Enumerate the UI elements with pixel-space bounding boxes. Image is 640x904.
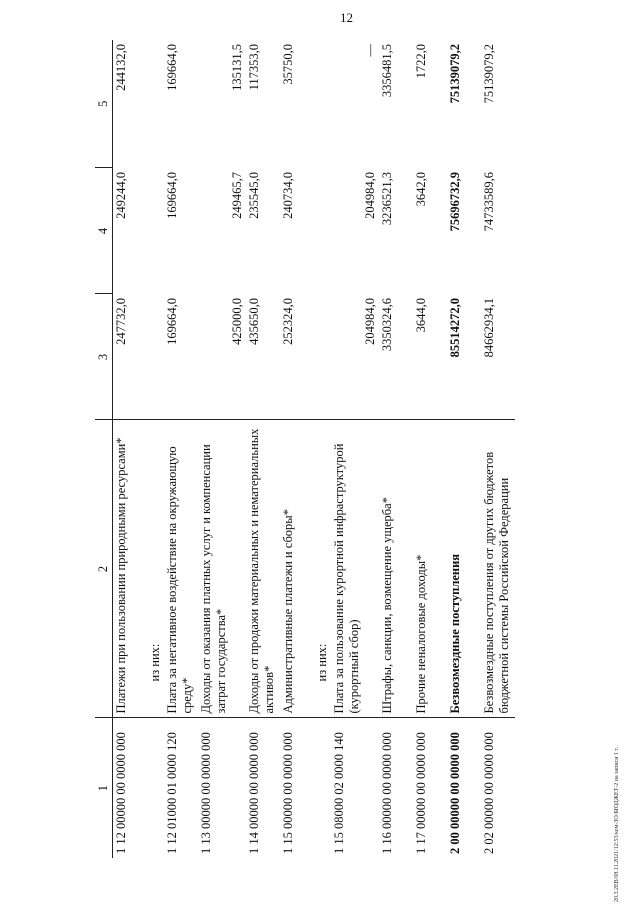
row-name: Плата за негативное воздействие на окружающую среду*	[164, 420, 198, 718]
row-name: Доходы от оказания платных услуг и компенсации затрат государства*	[198, 420, 246, 718]
row-code: 1 12 01000 01 0000 120	[165, 732, 179, 854]
table-frame	[95, 40, 605, 858]
table-row	[481, 40, 515, 858]
column-header-3: 3	[95, 294, 113, 420]
row-value-5: 1722,0	[414, 44, 428, 79]
row-value-4: 249465,7	[230, 172, 244, 219]
row-code: 1 16 00000 00 0000 000	[380, 732, 394, 854]
row-value-5: 244132,0	[114, 44, 128, 91]
row-value-3: 204984,0	[331, 294, 379, 420]
row-value-5: 75139079,2	[448, 44, 462, 104]
row-name: Безвозмездные поступления от других бюджетов бюджетной системы Российской Федерации	[481, 420, 515, 718]
row-value-5: —	[363, 44, 377, 57]
row-subheading: из них:	[314, 420, 331, 718]
table-row	[164, 40, 198, 858]
row-value-3: 3350324,6	[379, 294, 413, 420]
row-value-5: 135131,5	[230, 44, 244, 91]
column-header-2: 2	[95, 420, 113, 718]
table-row	[413, 40, 447, 858]
row-value-5: 169664,0	[165, 44, 179, 91]
table-row-total	[447, 40, 481, 858]
row-value-5: 3356481,5	[380, 44, 394, 98]
table-row	[198, 40, 246, 858]
table-row-subheading	[314, 40, 331, 858]
row-value-4: 3642,0	[414, 172, 428, 207]
row-value-5: 117353,0	[247, 44, 261, 91]
row-value-4: 204984,0	[363, 172, 377, 219]
row-value-4: 75696732,9	[448, 172, 462, 232]
table-row-subheading	[147, 40, 164, 858]
row-code: 1 13 00000 00 0000 000	[199, 732, 213, 854]
row-value-3: 247732,0	[113, 294, 148, 420]
row-subheading: из них:	[147, 420, 164, 718]
rotated-table-container	[95, 40, 605, 858]
row-value-4: 169664,0	[165, 172, 179, 219]
row-code: 1 15 08000 02 0000 140	[332, 732, 346, 854]
row-name: Безвозмездные поступления	[447, 420, 481, 718]
row-name: Административные платежи и сборы*	[280, 420, 314, 718]
row-value-4: 3236521,3	[380, 172, 394, 226]
row-name: Платежи при пользовании природными ресурсами*	[113, 420, 148, 718]
table-row	[246, 40, 280, 858]
row-value-3: 3644,0	[413, 294, 447, 420]
table-header-row	[95, 40, 113, 858]
row-value-3: 425000,0	[198, 294, 246, 420]
row-value-4: 240734,0	[281, 172, 295, 219]
table-row	[113, 40, 148, 858]
row-code: 1 15 00000 00 0000 000	[281, 732, 295, 854]
row-value-4: 249244,0	[114, 172, 128, 219]
row-value-3: 169664,0	[164, 294, 198, 420]
column-header-4: 4	[95, 168, 113, 294]
footer-stamp: 20.3.2ЕВ/08.11.2021/12:53/кем-ЗО/БЮДЖЕТ-2 на записи 1 т.	[614, 746, 620, 902]
table-row	[379, 40, 413, 858]
row-value-4: 235545,0	[247, 172, 261, 219]
row-value-3: 85514272,0	[447, 294, 481, 420]
table-row	[280, 40, 314, 858]
row-code: 1 17 00000 00 0000 000	[414, 732, 428, 854]
page-number: 12	[340, 10, 353, 25]
row-name: Прочие неналоговые доходы*	[413, 420, 447, 718]
row-value-3: 435650,0	[246, 294, 280, 420]
row-code: 1 12 00000 00 0000 000	[114, 732, 128, 854]
table-row	[331, 40, 379, 858]
row-code: 2 00 00000 00 0000 000	[448, 732, 462, 854]
row-value-5: 75139079,2	[482, 44, 496, 104]
column-header-5: 5	[95, 40, 113, 168]
column-header-1: 1	[95, 718, 113, 858]
row-value-5: 35750,0	[281, 44, 295, 85]
row-value-3: 252324,0	[280, 294, 314, 420]
row-value-4: 74733589,6	[482, 172, 496, 232]
row-value-3: 84662934,1	[481, 294, 515, 420]
row-code: 1 14 00000 00 0000 000	[247, 732, 261, 854]
revenue-table	[95, 40, 515, 858]
row-name: Штрафы, санкции, возмещение ущерба*	[379, 420, 413, 718]
row-name: Доходы от продажи материальных и нематериальных активов*	[246, 420, 280, 718]
row-code: 2 02 00000 00 0000 000	[482, 732, 496, 854]
row-name: Плата за пользование курортной инфраструктурой (курортный сбор)	[331, 420, 379, 718]
